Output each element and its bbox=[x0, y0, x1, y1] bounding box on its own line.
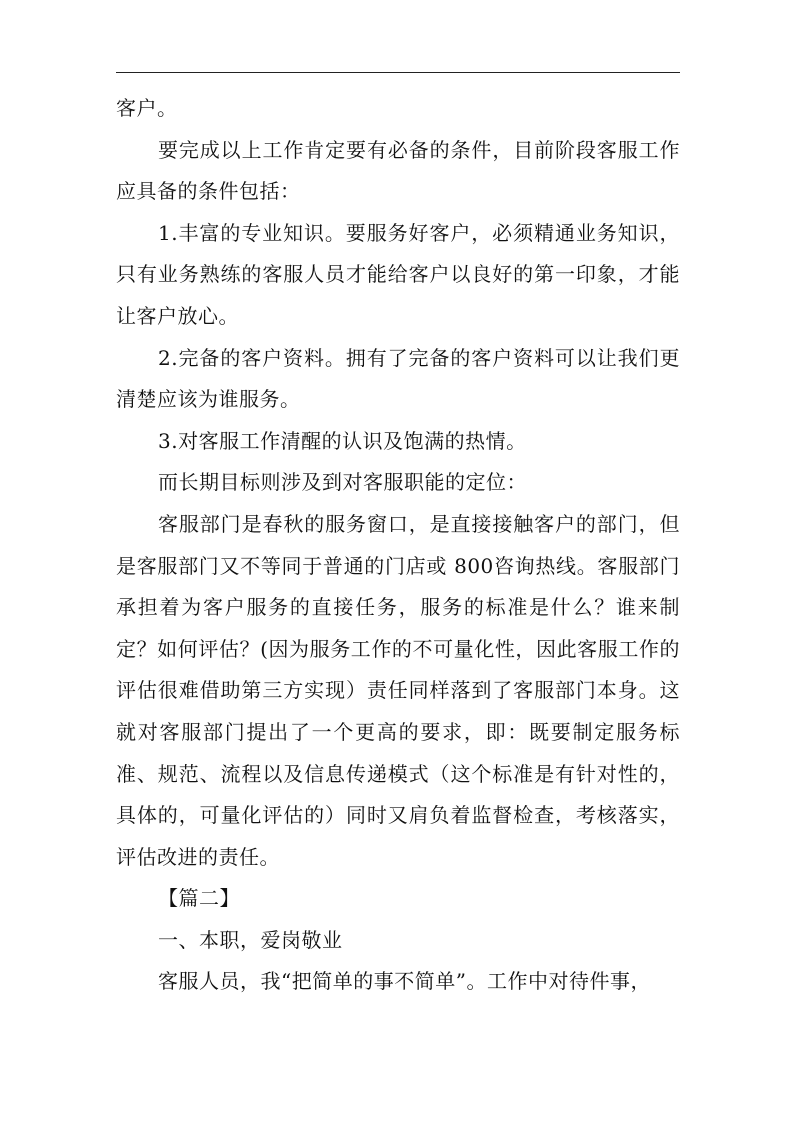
paragraph-condition-2: 2.完备的客户资料。拥有了完备的客户资料可以让我们更清楚应该为谁服务。 bbox=[116, 345, 680, 412]
paragraph-condition-3: 3.对客服工作清醒的认识及饱满的热情。 bbox=[158, 428, 527, 453]
paragraph-continuation: 客户。 bbox=[116, 96, 178, 120]
paragraph-conditions-intro: 要完成以上工作肯定要有必备的条件，目前阶段客服工作应具备的条件包括： bbox=[116, 137, 680, 204]
paragraph-long-term-goal: 而长期目标则涉及到对客服职能的定位： bbox=[158, 470, 527, 495]
paragraph-staff-attitude: 客服人员，我“把简单的事不简单”。工作中对待件事， bbox=[158, 969, 651, 994]
paragraph-condition-1: 1.丰富的专业知识。要服务好客户，必须精通业务知识，只有业务熟练的客服人员才能给客户以良好的第一印象，才能让客户放心。 bbox=[116, 220, 680, 328]
document-body bbox=[116, 88, 680, 1003]
section-heading: 【篇二】 bbox=[158, 886, 240, 911]
subsection-heading: 一、本职，爱岗敬业 bbox=[158, 927, 343, 952]
header-rule bbox=[116, 72, 680, 73]
paragraph-department-role: 客服部门是春秋的服务窗口，是直接接触客户的部门，但是客服部门又不等同于普通的门店或 800咨询热线。客服部门承担着为客户服务的直接任务，服务的标准是什么？谁来制定？如何评估？(因为服务工作的不可量化性，因此客服工作的评估很难借助第三方实现）责任同样落到了客服部门本身。这就对客服部门提出了一个更高的要求，即：既要制定服务标准、规范、流程以及信息传递模式（这个标准是有针对性的，具体的，可量化评估的）同时又肩负着监督检查，考核落实，评估改进的责任。 bbox=[116, 511, 680, 869]
